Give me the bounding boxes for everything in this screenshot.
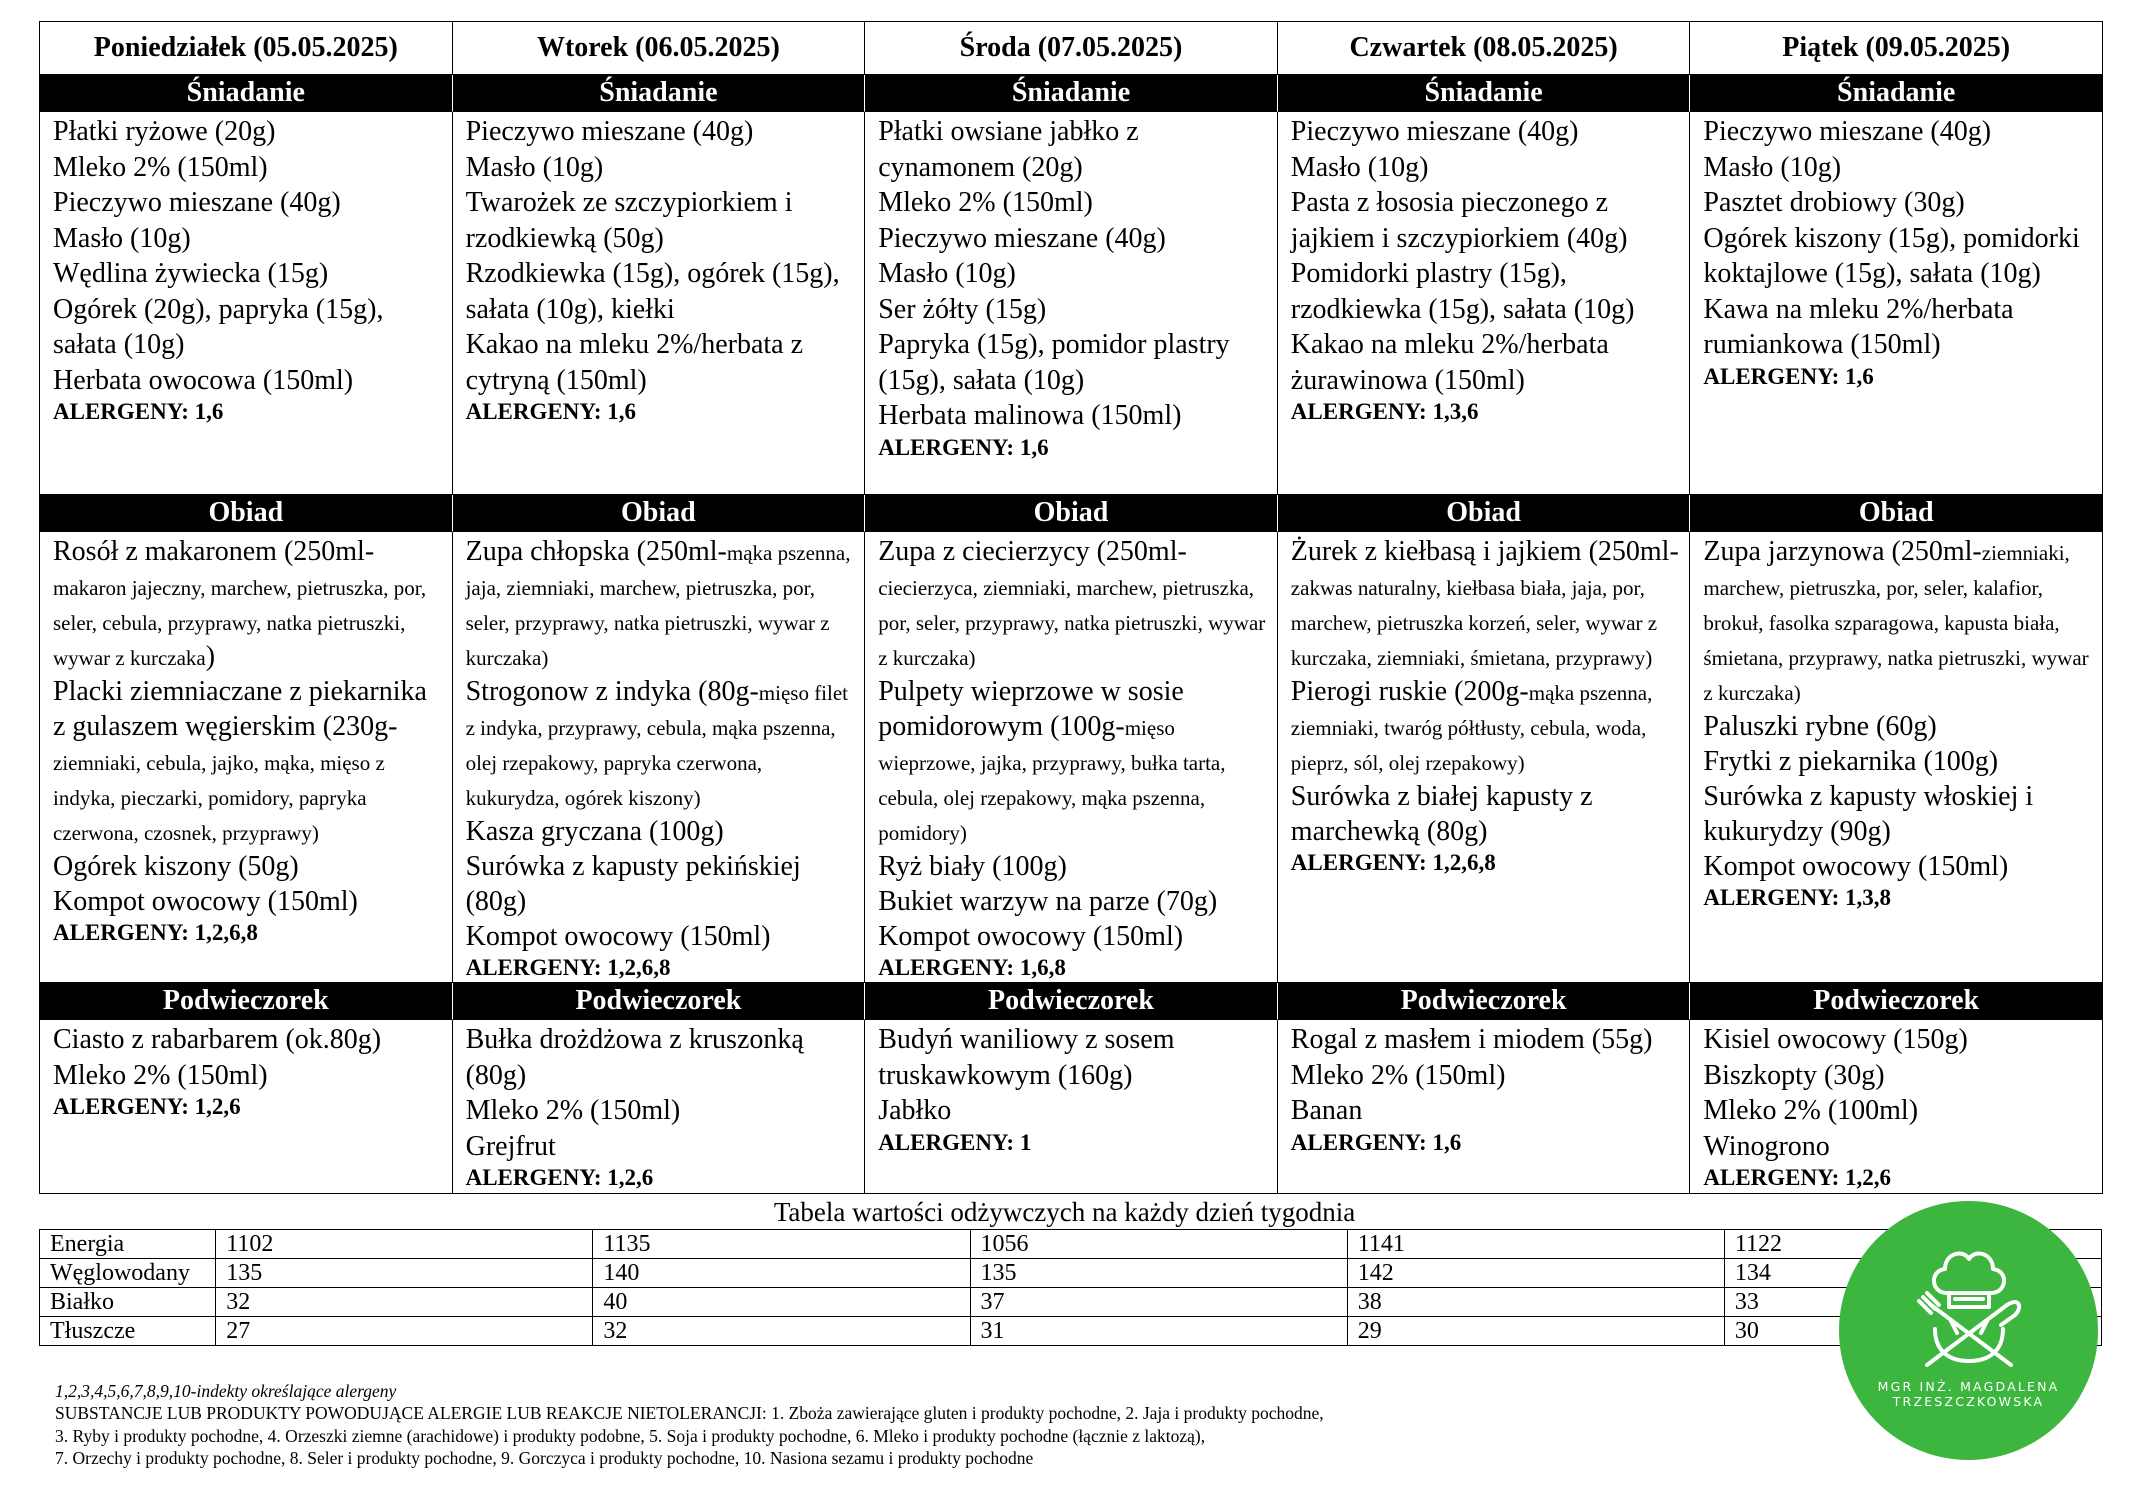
menu-item: Masło (10g) xyxy=(1290,151,1429,183)
dish-name: Rosół z makaronem (250ml- xyxy=(53,536,375,567)
allergens-label: ALERGENY: 1,2,6,8 xyxy=(53,920,258,945)
menu-item: Mleko 2% (150ml) xyxy=(53,1059,268,1091)
snack-header: Podwieczorek xyxy=(1690,983,2103,1020)
menu-item: Mleko 2% (150ml) xyxy=(878,187,1093,218)
snack-cell xyxy=(40,1020,453,1194)
menu-item: Twarożek ze szczypiorkiem i rzodkiewką (50g) xyxy=(465,187,793,254)
logo-name-line-1: MGR INŻ. MAGDALENA xyxy=(1877,1379,2060,1394)
lunch-items xyxy=(1690,532,2102,912)
dish-item xyxy=(1703,744,2094,779)
nutrition-value: 37 xyxy=(970,1288,1347,1317)
dish-name: Zupa chłopska (250ml- xyxy=(465,536,727,567)
dish-item xyxy=(878,919,1269,954)
dish-item xyxy=(1703,849,2094,884)
menu-item: Ogórek (20g), papryka (15g), sałata (10g) xyxy=(53,293,384,360)
allergen-index-note: 1,2,3,4,5,6,7,8,9,10-indekty określające alergeny xyxy=(55,1381,397,1401)
dish-item xyxy=(878,674,1269,849)
snack-cell xyxy=(453,1020,866,1194)
menu-item: Pieczywo mieszane (40g) xyxy=(465,116,754,147)
breakfast-header: Śniadanie xyxy=(865,75,1278,112)
menu-item: Ciasto z rabarbarem (ok.80g) xyxy=(53,1024,382,1055)
weekly-menu-grid xyxy=(39,21,2103,1194)
day-header: Piątek (09.05.2025) xyxy=(1690,22,2103,75)
nutrition-value: 1102 xyxy=(216,1230,593,1259)
lunch-header: Obiad xyxy=(453,495,866,532)
menu-item: Masło (10g) xyxy=(1703,151,1842,183)
menu-item: Herbata malinowa (150ml) xyxy=(878,400,1182,431)
nutrition-value: 134 xyxy=(1724,1259,2101,1288)
menu-item: Ogórek kiszony (15g), pomidorki koktajlowe (15g), sałata (10g) xyxy=(1703,222,2080,289)
nutrition-table xyxy=(39,1229,2102,1346)
dish-item xyxy=(53,534,444,674)
lunch-header: Obiad xyxy=(1278,495,1691,532)
dish-name: Ogórek kiszony (50g) xyxy=(53,851,299,882)
nutrition-value: 135 xyxy=(970,1259,1347,1288)
dish-item xyxy=(878,534,1269,674)
breakfast-items xyxy=(453,112,865,426)
menu-item: Pieczywo mieszane (40g) xyxy=(53,187,341,218)
nutrition-value: 1135 xyxy=(593,1230,970,1259)
snack-items xyxy=(453,1020,865,1192)
breakfast-cell xyxy=(865,112,1278,495)
dish-name: Surówka z białej kapusty z marchewką (80g) xyxy=(1290,781,1593,847)
day-header: Wtorek (06.05.2025) xyxy=(453,22,866,75)
snack-cell xyxy=(1278,1020,1691,1194)
lunch-cell xyxy=(453,532,866,983)
nutrition-table-title: Tabela wartości odżywczych na każdy dzień tygodnia xyxy=(773,1197,1356,1227)
menu-item: Herbata owocowa (150ml) xyxy=(53,364,354,396)
nutrition-value: 31 xyxy=(970,1317,1347,1346)
dish-item xyxy=(466,674,857,814)
dish-item xyxy=(466,534,857,674)
dish-name: Ryż biały (100g) xyxy=(878,851,1067,882)
lunch-header: Obiad xyxy=(865,495,1278,532)
nutrition-value: 29 xyxy=(1347,1317,1724,1346)
snack-header: Podwieczorek xyxy=(1278,983,1691,1020)
dish-name: Zupa jarzynowa (250ml- xyxy=(1703,536,1982,567)
dish-item xyxy=(1291,674,1682,779)
dish-name: Surówka z kapusty włoskiej i kukurydzy (90g) xyxy=(1703,781,2034,847)
menu-item: Grejfrut xyxy=(465,1130,556,1162)
dish-name: Żurek z kiełbasą i jajkiem (250ml- xyxy=(1290,536,1679,567)
dish-name: Placki ziemniaczane z piekarnika z gulaszem węgierskim (230g- xyxy=(53,676,427,742)
allergen-list-line-3: 7. Orzechy i produkty pochodne, 8. Seler i produkty pochodne, 9. Gorczyca i produkty pochodne, 10. Nasiona sezamu i produkty pochodne xyxy=(55,1447,1034,1468)
dish-ingredients: ziemniaki, marchew, pietruszka, por, seler, kalafior, brokuł, fasolka szparagowa, kapusta biała, śmietana, przyprawy, natka pietruszki, wywar z kurczaka) xyxy=(1703,541,2089,705)
snack-header: Podwieczorek xyxy=(865,983,1278,1020)
menu-item: Pieczywo mieszane (40g) xyxy=(1703,116,1992,147)
nutrition-label: Tłuszcze xyxy=(40,1317,216,1346)
menu-item: Winogrono xyxy=(1703,1130,1830,1162)
lunch-items xyxy=(865,532,1277,982)
nutrition-value: 40 xyxy=(593,1288,970,1317)
dish-item xyxy=(1291,534,1682,674)
allergens-label: ALERGENY: 1,2,6 xyxy=(1703,1165,1892,1190)
snack-cell xyxy=(1690,1020,2103,1194)
nutrition-label: Energia xyxy=(40,1230,216,1259)
dish-ingredients: mąka pszenna, jaja, ziemniaki, marchew, pietruszka, por, seler, przyprawy, natka pietruszki, wywar z kurczaka) xyxy=(465,541,851,670)
allergens-label: ALERGENY: 1,2,6,8 xyxy=(465,955,671,980)
logo-name-line-2: TRZESZCZKOWSKA xyxy=(1892,1394,2045,1409)
menu-item: Pieczywo mieszane (40g) xyxy=(1290,116,1579,147)
dish-ingredients: ziemniaki, cebula, jajko, mąka, mięso z indyka, pieczarki, pomidory, papryka czerwona, czosnek, przyprawy) xyxy=(53,751,385,845)
menu-item: Pasta z łososia pieczonego z jajkiem i szczypiorkiem (40g) xyxy=(1290,187,1628,254)
menu-item: Jabłko xyxy=(878,1095,952,1126)
menu-item: Wędlina żywiecka (15g) xyxy=(53,258,329,289)
menu-item: Masło (10g) xyxy=(53,222,191,254)
breakfast-items xyxy=(1278,112,1690,426)
nutrition-value: 142 xyxy=(1347,1259,1724,1288)
breakfast-cell xyxy=(1690,112,2103,495)
menu-item: Rzodkiewka (15g), ogórek (15g), sałata (10g), kiełki xyxy=(465,258,840,325)
snack-header: Podwieczorek xyxy=(40,983,453,1020)
breakfast-header: Śniadanie xyxy=(1278,75,1691,112)
nutrition-value: 1141 xyxy=(1347,1230,1724,1259)
dish-ingredients: zakwas naturalny, kiełbasa biała, jaja, por, marchew, pietruszka korzeń, seler, wywar z kurczaka, ziemniaki, śmietana, przyprawy) xyxy=(1290,576,1658,670)
dish-ingredients: ciecierzyca, ziemniaki, marchew, pietruszka, por, seler, przyprawy, natka pietruszki, wywar z kurczaka) xyxy=(878,576,1266,670)
dish-name: Kompot owocowy (150ml) xyxy=(1703,851,2009,882)
menu-item: Kisiel owocowy (150g) xyxy=(1703,1024,1968,1055)
menu-item: Pieczywo mieszane (40g) xyxy=(878,222,1166,254)
nutrition-value: 1056 xyxy=(970,1230,1347,1259)
lunch-cell xyxy=(1278,532,1691,983)
breakfast-header: Śniadanie xyxy=(40,75,453,112)
allergens-label: ALERGENY: 1,2,6 xyxy=(53,1094,241,1119)
allergens-label: ALERGENY: 1,2,6,8 xyxy=(1290,850,1496,875)
menu-item: Bułka drożdżowa z kruszonką (80g) xyxy=(465,1024,804,1091)
dish-item xyxy=(1703,779,2094,849)
allergens-label: ALERGENY: 1,6 xyxy=(53,399,224,424)
breakfast-header: Śniadanie xyxy=(453,75,866,112)
allergens-label: ALERGENY: 1,3,6 xyxy=(1290,399,1479,424)
dish-item xyxy=(53,849,444,884)
dish-item xyxy=(878,884,1269,919)
dish-ingredients: mięso filet z indyka, przyprawy, cebula, mąka pszenna, olej rzepakowy, papryka czerwona, kukurydza, ogórek kiszony) xyxy=(465,681,849,810)
dish-ingredients: mąka pszenna, ziemniaki, twaróg półtłusty, cebula, woda, pieprz, sól, olej rzepakowy) xyxy=(1290,681,1653,775)
dish-name: Pulpety wieprzowe w sosie pomidorowym (100g- xyxy=(878,676,1184,742)
dietitian-logo xyxy=(1839,1201,2098,1460)
menu-item: Pomidorki plastry (15g), rzodkiewka (15g), sałata (10g) xyxy=(1290,258,1635,325)
breakfast-cell xyxy=(40,112,453,495)
nutrition-value: 27 xyxy=(216,1317,593,1346)
menu-item: Kakao na mleku 2%/herbata żurawinowa (150ml) xyxy=(1290,329,1609,396)
dish-name: Paluszki rybne (60g) xyxy=(1703,711,1937,742)
dish-ingredients: mięso wieprzowe, jajka, przyprawy, bułka tarta, cebula, olej rzepakowy, mąka pszenna, pomidory) xyxy=(878,716,1226,845)
menu-item: Kawa na mleku 2%/herbata rumiankowa (150ml) xyxy=(1703,293,2014,360)
menu-item: Mleko 2% (150ml) xyxy=(53,151,268,183)
dish-name: Pierogi ruskie (200g- xyxy=(1290,676,1529,707)
lunch-header: Obiad xyxy=(40,495,453,532)
breakfast-items xyxy=(865,112,1277,462)
dish-name: Kompot owocowy (150ml) xyxy=(53,886,358,917)
dish-item xyxy=(53,884,444,919)
nutrition-row xyxy=(40,1317,2102,1346)
dish-name: Surówka z kapusty pekińskiej (80g) xyxy=(465,851,801,917)
dish-name: Kasza gryczana (100g) xyxy=(465,816,724,847)
nutrition-row xyxy=(40,1259,2102,1288)
snack-items xyxy=(865,1020,1277,1157)
snack-header: Podwieczorek xyxy=(453,983,866,1020)
dish-item xyxy=(1703,534,2094,709)
menu-item: Mleko 2% (150ml) xyxy=(1290,1059,1506,1091)
nutrition-value: 38 xyxy=(1347,1288,1724,1317)
dish-ingredients: makaron jajeczny, marchew, pietruszka, por, seler, cebula, przyprawy, natka pietruszki, wywar z kurczaka xyxy=(53,576,427,670)
dish-name: Frytki z piekarnika (100g) xyxy=(1703,746,1999,777)
nutrition-value: 1122 xyxy=(1724,1230,2101,1259)
dish-item xyxy=(466,849,857,919)
allergens-label: ALERGENY: 1,6 xyxy=(878,434,1049,460)
allergens-label: ALERGENY: 1,6 xyxy=(1290,1129,1462,1155)
breakfast-cell xyxy=(1278,112,1691,495)
nutrition-value: 32 xyxy=(593,1317,970,1346)
menu-item: Płatki ryżowe (20g) xyxy=(53,116,276,147)
lunch-cell xyxy=(865,532,1278,983)
dish-item xyxy=(1291,779,1682,849)
snack-items xyxy=(1278,1020,1690,1157)
dish-name: Kompot owocowy (150ml) xyxy=(465,921,771,952)
menu-item: Kakao na mleku 2%/herbata z cytryną (150ml) xyxy=(465,329,804,396)
allergens-label: ALERGENY: 1,6 xyxy=(1703,363,1874,389)
breakfast-items xyxy=(40,112,452,426)
menu-item: Masło (10g) xyxy=(465,151,604,183)
nutrition-row xyxy=(40,1288,2102,1317)
lunch-header: Obiad xyxy=(1690,495,2103,532)
allergen-list-line-2: 3. Ryby i produkty pochodne, 4. Orzeszki ziemne (arachidowe) i produkty podobne, 5. Soja i produkty pochodne, 6. Mleko i produkty pochodne (łącznie z laktozą), xyxy=(55,1425,1206,1446)
dish-name: Kompot owocowy (150ml) xyxy=(878,921,1184,952)
dish-close-paren: ) xyxy=(205,641,216,672)
lunch-items xyxy=(453,532,865,982)
allergens-label: ALERGENY: 1,2,6 xyxy=(465,1165,654,1190)
dish-item xyxy=(466,814,857,849)
chef-hat-fork-knife-icon xyxy=(1839,1201,2098,1460)
menu-item: Rogal z masłem i miodem (55g) xyxy=(1290,1024,1653,1055)
breakfast-header: Śniadanie xyxy=(1690,75,2103,112)
dish-name: Bukiet warzyw na parze (70g) xyxy=(878,886,1218,917)
allergens-label: ALERGENY: 1,6 xyxy=(465,399,636,424)
lunch-cell xyxy=(40,532,453,983)
nutrition-value: 140 xyxy=(593,1259,970,1288)
snack-items xyxy=(40,1020,452,1121)
nutrition-value: 30 xyxy=(1724,1317,2101,1346)
breakfast-cell xyxy=(453,112,866,495)
nutrition-label: Węglowodany xyxy=(40,1259,216,1288)
lunch-items xyxy=(40,532,452,947)
dish-item xyxy=(1703,709,2094,744)
allergens-label: ALERGENY: 1,6,8 xyxy=(878,955,1066,980)
allergen-footnotes xyxy=(55,1380,1815,1469)
menu-item: Masło (10g) xyxy=(878,258,1016,289)
menu-item: Budyń waniliowy z sosem truskawkowym (160g) xyxy=(878,1024,1175,1091)
nutrition-value: 32 xyxy=(216,1288,593,1317)
menu-item: Ser żółty (15g) xyxy=(878,293,1047,325)
dish-name: Strogonow z indyka (80g- xyxy=(465,676,759,707)
snack-items xyxy=(1690,1020,2102,1192)
day-header: Poniedziałek (05.05.2025) xyxy=(40,22,453,75)
menu-item: Pasztet drobiowy (30g) xyxy=(1703,187,1965,218)
allergen-list-line-1: SUBSTANCJE LUB PRODUKTY POWODUJĄCE ALERGIE LUB REAKCJE NIETOLERANCJI: 1. Zboża zawierające gluten i produkty pochodne, 2. Jaja i produkty pochodne, xyxy=(55,1403,1324,1424)
menu-item: Mleko 2% (150ml) xyxy=(465,1095,681,1126)
dish-item xyxy=(53,674,444,849)
menu-item: Płatki owsiane jabłko z cynamonem (20g) xyxy=(878,116,1139,183)
dish-item xyxy=(466,919,857,954)
menu-item: Papryka (15g), pomidor plastry (15g), sałata (10g) xyxy=(878,329,1230,396)
nutrition-value: 33 xyxy=(1724,1288,2101,1317)
lunch-cell xyxy=(1690,532,2103,983)
day-header: Środa (07.05.2025) xyxy=(865,22,1278,75)
nutrition-row xyxy=(40,1230,2102,1259)
dish-item xyxy=(878,849,1269,884)
allergens-label: ALERGENY: 1,3,8 xyxy=(1703,885,1892,910)
day-header: Czwartek (08.05.2025) xyxy=(1278,22,1691,75)
lunch-items xyxy=(1278,532,1690,877)
allergens-label: ALERGENY: 1 xyxy=(878,1129,1032,1155)
breakfast-items xyxy=(1690,112,2102,391)
nutrition-label: Białko xyxy=(40,1288,216,1317)
menu-item: Mleko 2% (100ml) xyxy=(1703,1095,1919,1126)
snack-cell xyxy=(865,1020,1278,1194)
nutrition-value: 135 xyxy=(216,1259,593,1288)
dish-name: Zupa z ciecierzycy (250ml- xyxy=(878,536,1187,567)
menu-item: Banan xyxy=(1290,1095,1363,1126)
menu-item: Biszkopty (30g) xyxy=(1703,1059,1885,1091)
